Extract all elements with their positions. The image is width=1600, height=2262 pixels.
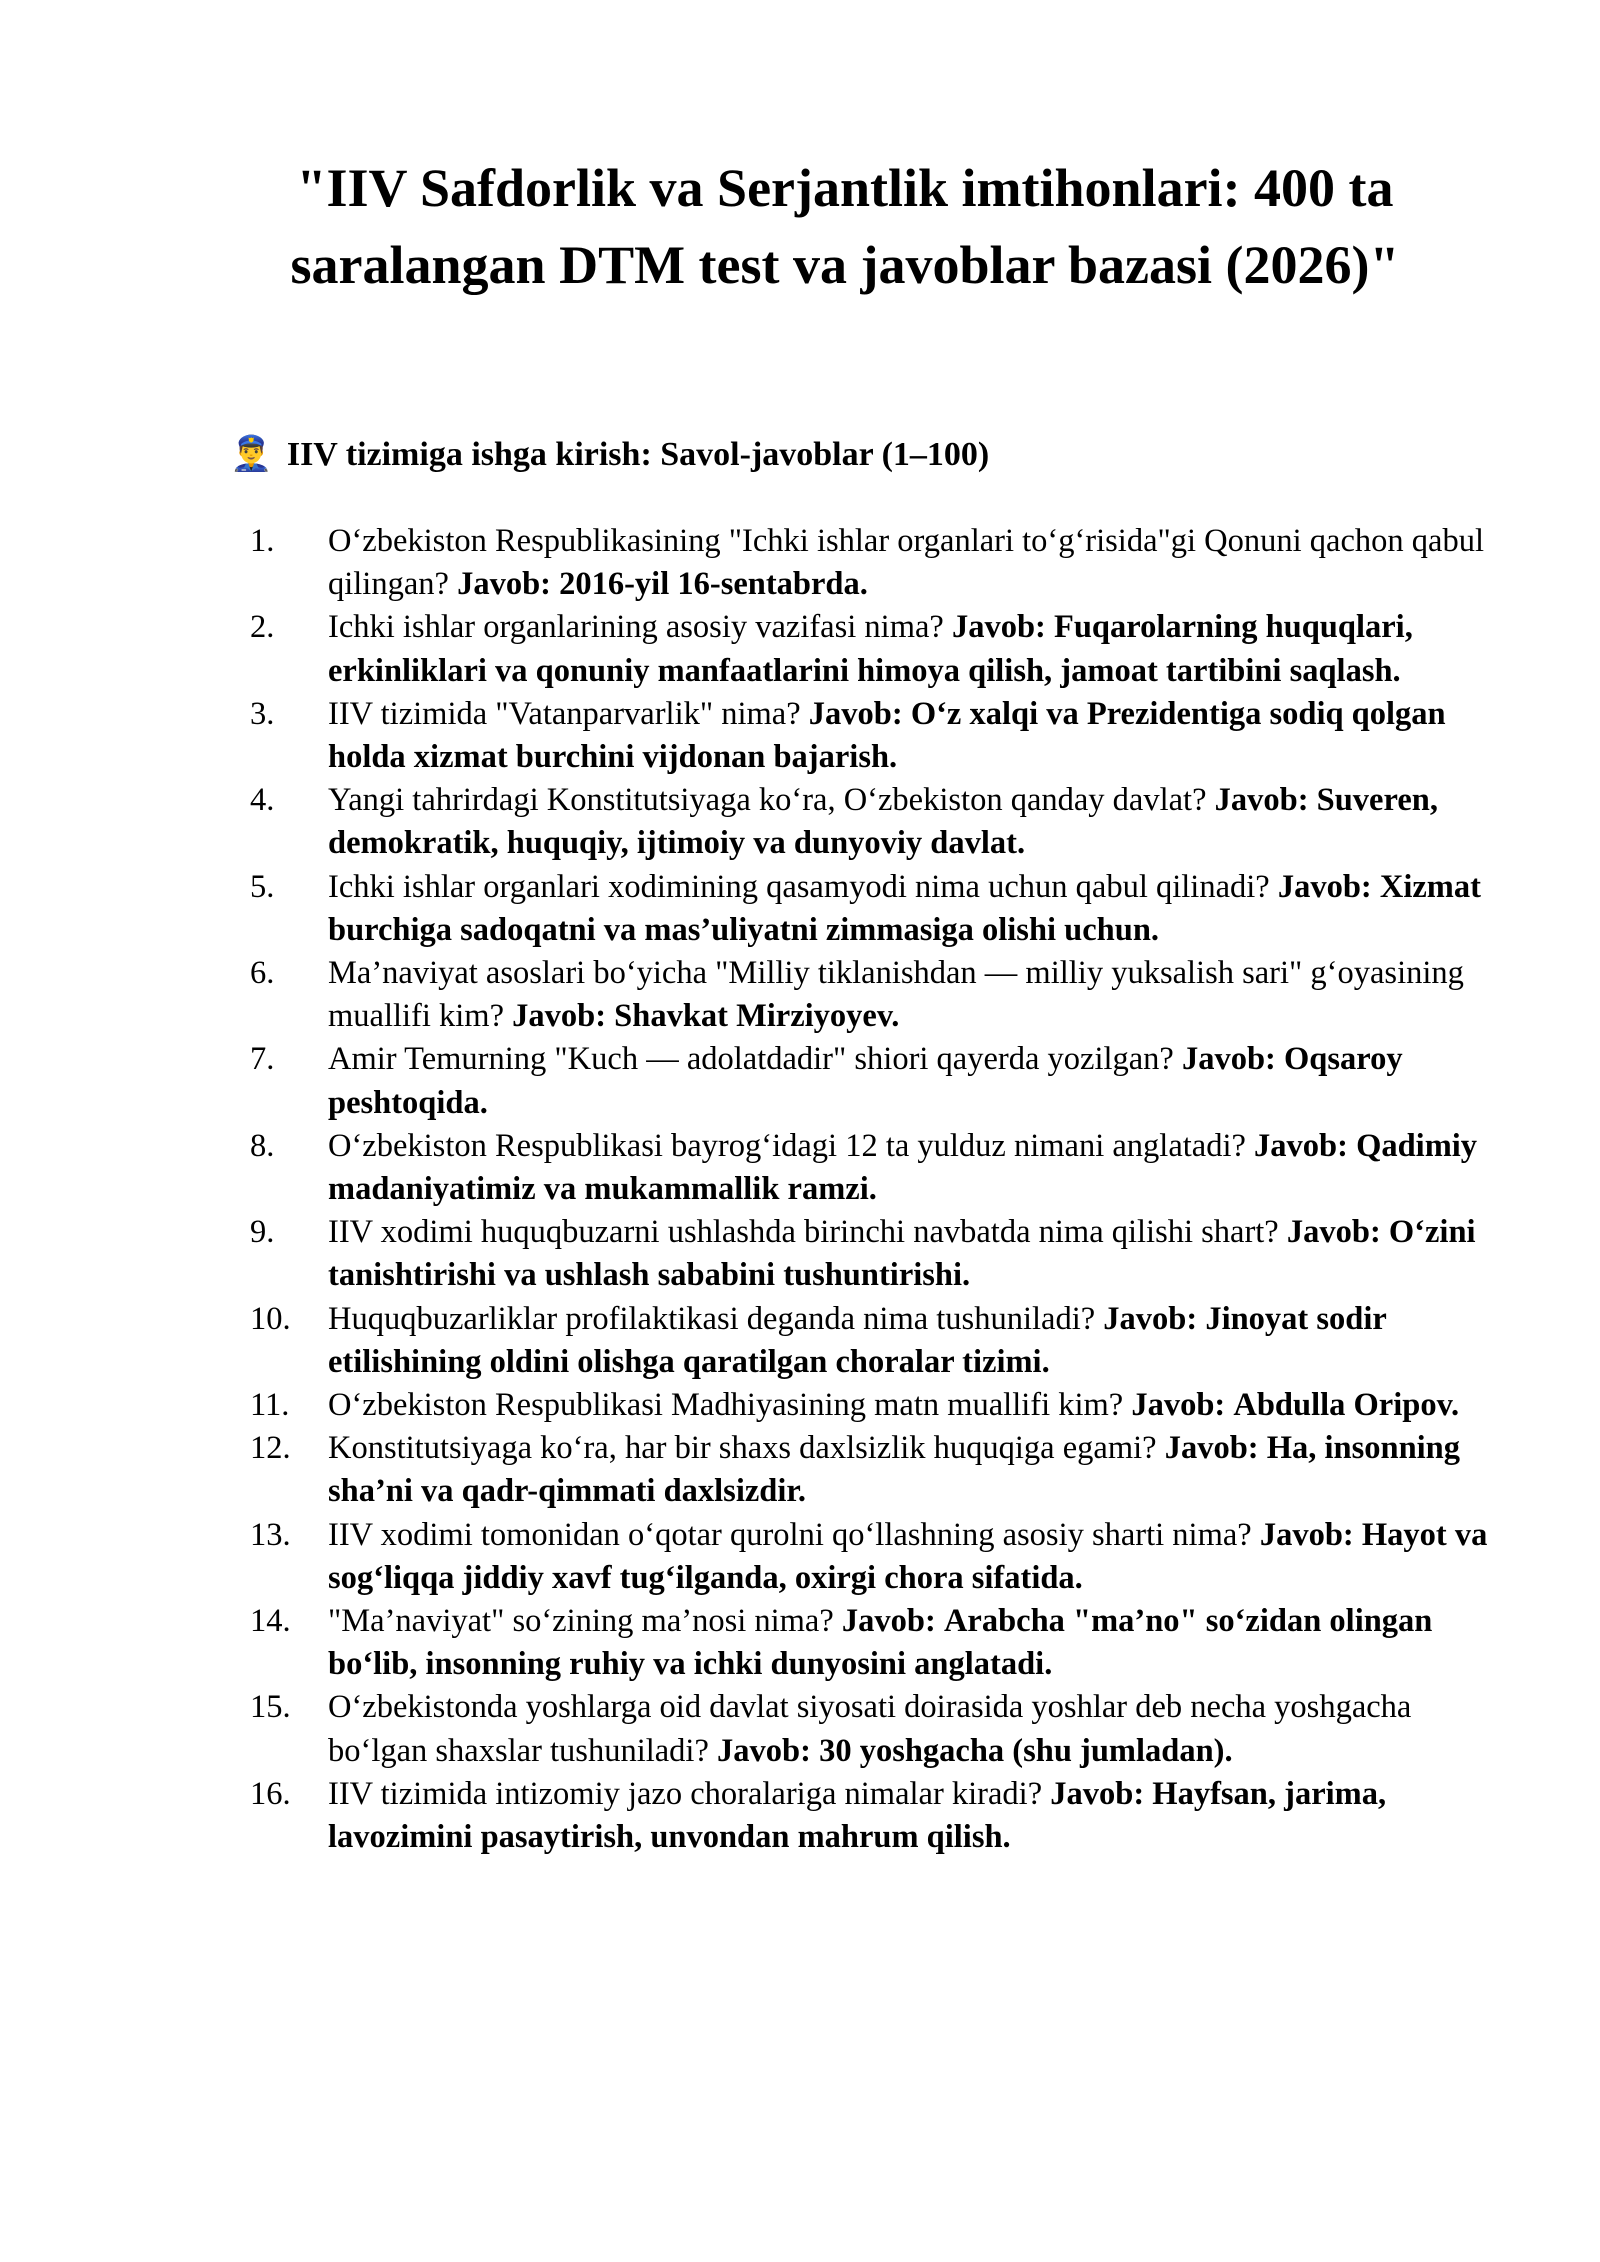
answer-text: 30 yoshgacha (shu jumladan). xyxy=(819,1732,1233,1769)
item-number: 5. xyxy=(250,868,275,905)
answer-text: Suveren, demokratik, huquqiy, ijtimoiy va dunyoviy davlat. xyxy=(328,782,1438,862)
list-item xyxy=(250,952,1490,1038)
answer-label: Javob: xyxy=(1181,1041,1276,1078)
answer-text: Hayfsan, jarima, lavozimini pasaytirish, unvondan mahrum qilish. xyxy=(328,1775,1387,1856)
list-item xyxy=(250,1038,1490,1124)
answer-label: Javob: xyxy=(841,1603,936,1640)
answer-text: Jinoyat sodir etilishining oldini olishga qaratilgan choralar tizimi. xyxy=(328,1300,1387,1380)
item-number: 4. xyxy=(250,782,275,819)
item-number: 15. xyxy=(250,1689,291,1726)
section-heading-text: IIV tizimiga ishga kirish: Savol-javoblar (1–100) xyxy=(286,436,990,473)
police-officer-icon: 👮‍♂️ xyxy=(230,434,273,474)
question-text: O‘zbekiston Respublikasining "Ichki ishlar organlari to‘g‘risida"gi Qonuni qachon qabul qilingan? xyxy=(328,523,1484,603)
answer-label: Javob: xyxy=(1103,1300,1198,1337)
section-heading xyxy=(230,432,989,477)
answer-label: Javob: xyxy=(808,695,903,732)
item-number: 9. xyxy=(250,1214,275,1251)
item-number: 12. xyxy=(250,1430,291,1467)
question-text: "Ma’naviyat" so‘zining ma’nosi nima? xyxy=(328,1603,834,1640)
item-number: 3. xyxy=(250,695,275,732)
list-item xyxy=(250,606,1490,692)
answer-text: Qadimiy madaniyatimiz va mukammallik ramzi. xyxy=(328,1127,1478,1208)
question-text: Ichki ishlar organlarining asosiy vazifasi nima? xyxy=(328,609,944,646)
answer-text: Shavkat Mirziyoyev. xyxy=(614,998,900,1035)
list-item xyxy=(250,693,1490,779)
answer-text: O‘z xalqi va Prezidentiga sodiq qolgan holda xizmat burchini vijdonan bajarish. xyxy=(328,695,1446,776)
answer-label: Javob: xyxy=(1131,1387,1226,1424)
answer-label: Javob: xyxy=(1286,1214,1381,1251)
answer-text: Fuqarolarning huquqlari, erkinliklari va qonuniy manfaatlarini himoya qilish, jamoat tartibini saqlash. xyxy=(328,609,1413,689)
item-number: 14. xyxy=(250,1603,291,1640)
question-text: IIV xodimi tomonidan o‘qotar qurolni qo‘llashning asosiy sharti nima? xyxy=(328,1516,1252,1553)
answer-label: Javob: xyxy=(951,609,1046,646)
question-text: O‘zbekiston Respublikasi Madhiyasining matn muallifi kim? xyxy=(328,1387,1124,1424)
list-item xyxy=(250,1125,1490,1211)
item-number: 6. xyxy=(250,955,275,992)
list-item xyxy=(250,1298,1490,1384)
answer-label: Javob: xyxy=(717,1732,811,1769)
list-item xyxy=(250,1514,1490,1600)
item-number: 7. xyxy=(250,1041,275,1078)
answer-text: Arabcha "ma’no" so‘zidan olingan bo‘lib, insonning ruhiy va ichki dunyosini anglatadi. xyxy=(328,1603,1433,1683)
list-item xyxy=(250,1773,1490,1859)
answer-label: Javob: xyxy=(512,998,607,1035)
document-title: "IIV Safdorlik va Serjantlik imtihonlari: 400 ta saralangan DTM test va javoblar bazasi (2026)" xyxy=(290,158,1400,295)
list-item xyxy=(250,1600,1490,1686)
question-text: Ma’naviyat asoslari bo‘yicha "Milliy tiklanishdan — milliy yuksalish sari" g‘oyasining muallifi kim? xyxy=(328,955,1464,1035)
answer-label: Javob: xyxy=(1277,868,1372,905)
answer-label: Javob: xyxy=(1254,1127,1348,1164)
item-number: 16. xyxy=(250,1775,291,1812)
list-item xyxy=(250,520,1490,606)
question-text: Ichki ishlar organlari xodimining qasamyodi nima uchun qabul qilinadi? xyxy=(328,868,1270,905)
answer-text: 2016-yil 16-sentabrda. xyxy=(559,566,868,603)
question-text: O‘zbekistonda yoshlarga oid davlat siyosati doirasida yoshlar deb necha yoshgacha bo‘lgan shaxslar tushuniladi? xyxy=(328,1689,1412,1769)
item-number: 10. xyxy=(250,1300,291,1337)
answer-text: Ha, insonning sha’ni va qadr-qimmati daxlsizdir. xyxy=(328,1430,1461,1510)
list-item xyxy=(250,1384,1490,1427)
question-text: O‘zbekiston Respublikasi bayrog‘idagi 12 ta yulduz nimani anglatadi? xyxy=(328,1127,1246,1164)
answer-text: Abdulla Oripov. xyxy=(1233,1387,1460,1424)
question-text: Huquqbuzarliklar profilaktikasi deganda nima tushuniladi? xyxy=(328,1300,1096,1337)
answer-label: Javob: xyxy=(1259,1516,1354,1553)
list-item xyxy=(250,866,1490,952)
answer-label: Javob: xyxy=(1164,1430,1259,1467)
item-number: 8. xyxy=(250,1127,275,1164)
question-text: Konstitutsiyaga ko‘ra, har bir shaxs daxlsizlik huquqiga egami? xyxy=(328,1430,1157,1467)
item-number: 13. xyxy=(250,1516,291,1553)
item-number: 2. xyxy=(250,609,275,646)
question-text: IIV tizimida "Vatanparvarlik" nima? xyxy=(328,695,801,732)
answer-label: Javob: xyxy=(1214,782,1309,819)
answer-text: Oqsaroy peshtoqida. xyxy=(328,1041,1403,1121)
question-text: IIV xodimi huquqbuzarni ushlashda birinchi navbatda nima qilishi shart? xyxy=(328,1214,1279,1251)
question-text: Yangi tahrirdagi Konstitutsiyaga ko‘ra, O‘zbekiston qanday davlat? xyxy=(328,782,1207,819)
answer-text: Xizmat burchiga sadoqatni va mas’uliyatni zimmasiga olishi uchun. xyxy=(328,868,1481,948)
item-number: 1. xyxy=(250,523,275,559)
list-item xyxy=(250,1427,1490,1513)
list-item xyxy=(250,1686,1490,1772)
list-item xyxy=(250,1211,1490,1297)
item-number: 11. xyxy=(250,1387,290,1424)
answer-label: Javob: xyxy=(457,566,551,603)
question-list xyxy=(250,520,1490,1859)
answer-text: O‘zini tanishtirishi va ushlash sababini tushuntirishi. xyxy=(328,1214,1476,1294)
answer-text: Hayot va sog‘liqqa jiddiy xavf tug‘ilganda, oxirgi chora sifatida. xyxy=(328,1516,1488,1596)
question-text: Amir Temurning "Kuch — adolatdadir" shiori qayerda yozilgan? xyxy=(328,1041,1174,1078)
question-text: IIV tizimida intizomiy jazo choralariga nimalar kiradi? xyxy=(328,1775,1043,1812)
answer-label: Javob: xyxy=(1050,1775,1145,1812)
list-item xyxy=(250,779,1490,865)
